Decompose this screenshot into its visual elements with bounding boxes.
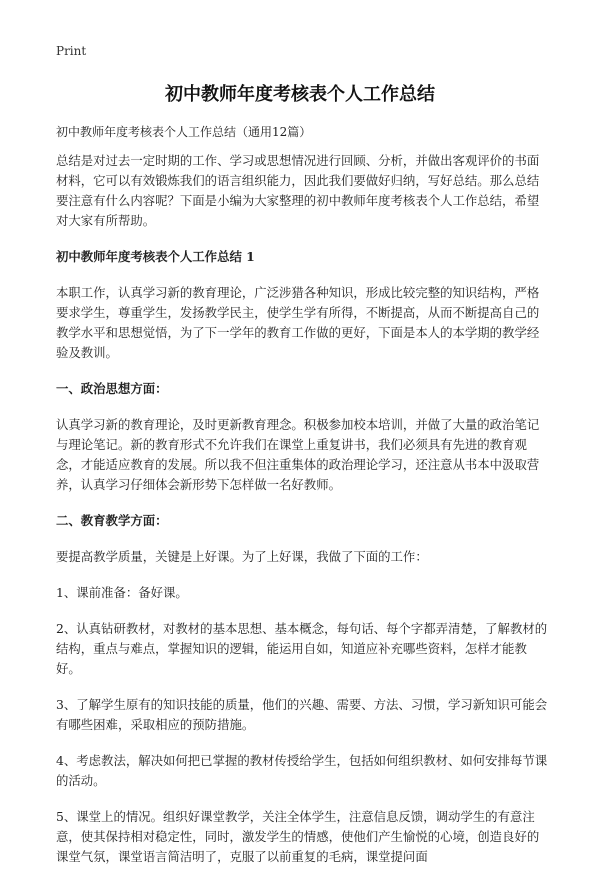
section-paragraph: 本职工作，认真学习新的教育理论，广泛涉猎各种知识，形成比较完整的知识结构，严格要求学生，尊重学生，发扬教学民主，使学生学有所得，不断提高，从而不断提高自己的教学水平和思想觉悟，为了下一学年的教育工作做的更好，下面是本人的本学期的教学经验及教训。 — [56, 285, 540, 360]
subheading-political: 一、政治思想方面： — [56, 381, 168, 396]
intro-paragraph: 总结是对过去一定时期的工作、学习或思想情况进行回顾、分析，并做出客观评价的书面材料，它可以有效锻炼我们的语言组织能力，因此我们要做好归纳，写好总结。那么总结要注意有什么内容呢？下面是小编为大家整理的初中教师年度考核表个人工作总结，希望对大家有所帮助。 — [56, 153, 540, 228]
list-item: 1、课前准备：备好课。 — [56, 585, 188, 600]
list-item: 4、考虑教法，解决如何把已掌握的教材传授给学生，包括如何组织教材、如何安排每节课的活动。 — [56, 753, 548, 788]
article-body — [56, 151, 548, 883]
list-item: 2、认真钻研教材，对教材的基本思想、基本概念，每句话、每个字都弄清楚，了解教材的结构，重点与难点，掌握知识的逻辑，能运用自如，知道应补充哪些资料，怎样才能教好。 — [56, 621, 548, 676]
page-title: 初中教师年度考核表个人工作总结 — [165, 84, 435, 105]
list-item: 5、课堂上的情况。组织好课堂教学，关注全体学生，注意信息反馈，调动学生的有意注意，使其保持相对稳定性，同时，激发学生的情感，使他们产生愉悦的心境，创造良好的课堂气氛，课堂语言简洁明了，克服了以前重复的毛病，课堂提问面 — [56, 809, 540, 864]
subheading-teaching: 二、教育教学方面： — [56, 513, 168, 528]
political-paragraph: 认真学习新的教育理论，及时更新教育理念。积极参加校本培训，并做了大量的政治笔记与理论笔记。新的教育形式不允许我们在课堂上重复讲书，我们必须具有先进的教育观念，才能适应教育的发展。所以我不但注重集体的政治理论学习，还注意从书本中汲取营养，认真学习仔细体会新形势下怎样做一名好教师。 — [56, 417, 540, 492]
teaching-intro: 要提高教学质量，关键是上好课。为了上好课，我做了下面的工作： — [56, 549, 428, 564]
print-link[interactable]: Print — [56, 44, 87, 58]
list-item: 3、了解学生原有的知识技能的质量，他们的兴趣、需要、方法、习惯，学习新知识可能会有哪些困难，采取相应的预防措施。 — [56, 697, 548, 732]
subtitle: 初中教师年度考核表个人工作总结（通用12篇） — [56, 125, 312, 139]
section-heading: 初中教师年度考核表个人工作总结 1 — [56, 249, 255, 264]
